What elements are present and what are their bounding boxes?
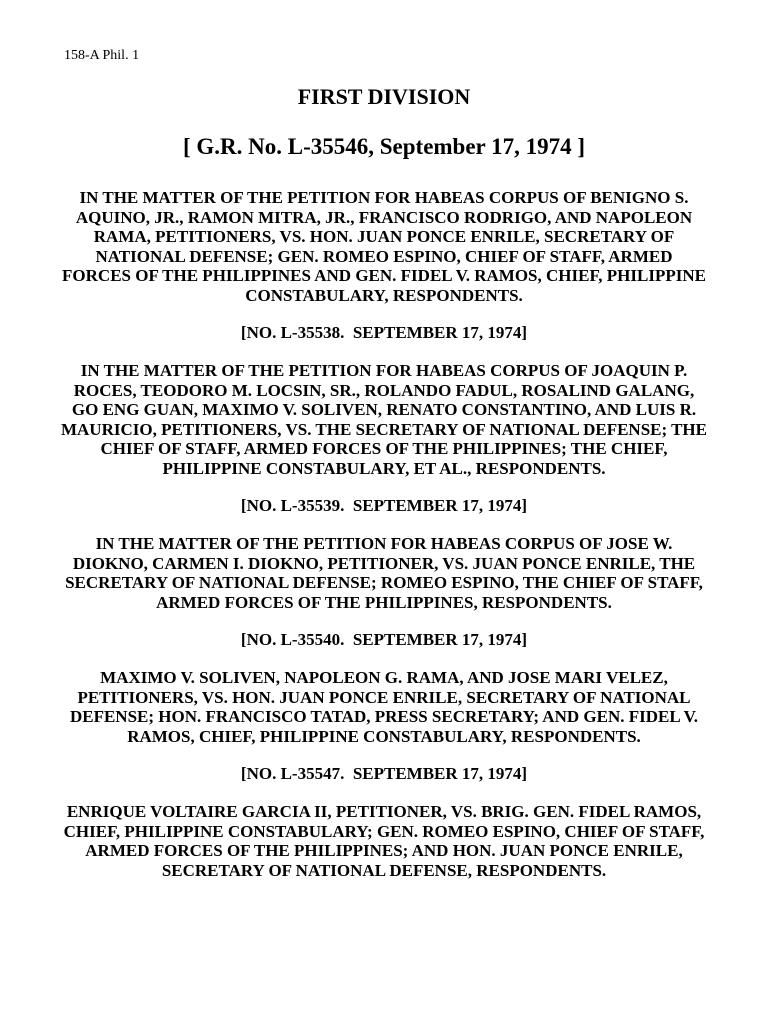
report-citation: 158-A Phil. 1	[64, 48, 140, 63]
case-number-5: [NO. L-35547. SEPTEMBER 17, 1974]	[240, 764, 528, 783]
case-caption-2: IN THE MATTER OF THE PETITION FOR HABEAS CORPUS OF JOAQUIN P. ROCES, TEODORO M. LOCSIN, SR., ROLANDO FADUL, ROSALIND GALANG, GO ENG GUAN, MAXIMO V. SOLIVEN, RENATO CONSTANTINO, AND LUIS R. MAURICIO, PETITIONERS, VS. THE SECRETARY OF NATIONAL DEFENSE; THE CHIEF OF STAFF, ARMED FORCES OF THE PHILIPPINES; THE CHIEF, PHILIPPINE CONSTABULARY, ET AL., RESPONDENTS.	[60, 361, 707, 478]
case-captions	[60, 188, 708, 880]
gr-number-heading: [ G.R. No. L-35546, September 17, 1974 ]	[182, 134, 586, 159]
case-number-3: [NO. L-35539. SEPTEMBER 17, 1974]	[240, 496, 528, 515]
case-number-4: [NO. L-35540. SEPTEMBER 17, 1974]	[240, 630, 528, 649]
division-heading: FIRST DIVISION	[297, 84, 471, 109]
case-number-2: [NO. L-35538. SEPTEMBER 17, 1974]	[240, 323, 528, 342]
case-caption-5: ENRIQUE VOLTAIRE GARCIA II, PETITIONER, VS. BRIG. GEN. FIDEL RAMOS, CHIEF, PHILIPPINE CONSTABULARY; GEN. ROMEO ESPINO, CHIEF OF STAFF, ARMED FORCES OF THE PHILIPPINES; AND HON. JUAN PONCE ENRILE, SECRETARY OF NATIONAL DEFENSE, RESPONDENTS.	[63, 802, 705, 880]
case-caption-4: MAXIMO V. SOLIVEN, NAPOLEON G. RAMA, AND JOSE MARI VELEZ, PETITIONERS, VS. HON. JUAN PONCE ENRILE, SECRETARY OF NATIONAL DEFENSE; HON. FRANCISCO TATAD, PRESS SECRETARY; AND GEN. FIDEL V. RAMOS, CHIEF, PHILIPPINE CONSTABULARY, RESPONDENTS.	[69, 668, 699, 746]
case-caption-1: IN THE MATTER OF THE PETITION FOR HABEAS CORPUS OF BENIGNO S. AQUINO, JR., RAMON MITRA, JR., FRANCISCO RODRIGO, AND NAPOLEON RAMA, PETITIONERS, VS. HON. JUAN PONCE ENRILE, SECRETARY OF NATIONAL DEFENSE; GEN. ROMEO ESPINO, CHIEF OF STAFF, ARMED FORCES OF THE PHILIPPINES AND GEN. FIDEL V. RAMOS, CHIEF, PHILIPPINE CONSTABULARY, RESPONDENTS.	[62, 188, 706, 305]
case-caption-3: IN THE MATTER OF THE PETITION FOR HABEAS CORPUS OF JOSE W. DIOKNO, CARMEN I. DIOKNO, PETITIONER, VS. JUAN PONCE ENRILE, THE SECRETARY OF NATIONAL DEFENSE; ROMEO ESPINO, THE CHIEF OF STAFF, ARMED FORCES OF THE PHILIPPINES, RESPONDENTS.	[65, 534, 703, 612]
